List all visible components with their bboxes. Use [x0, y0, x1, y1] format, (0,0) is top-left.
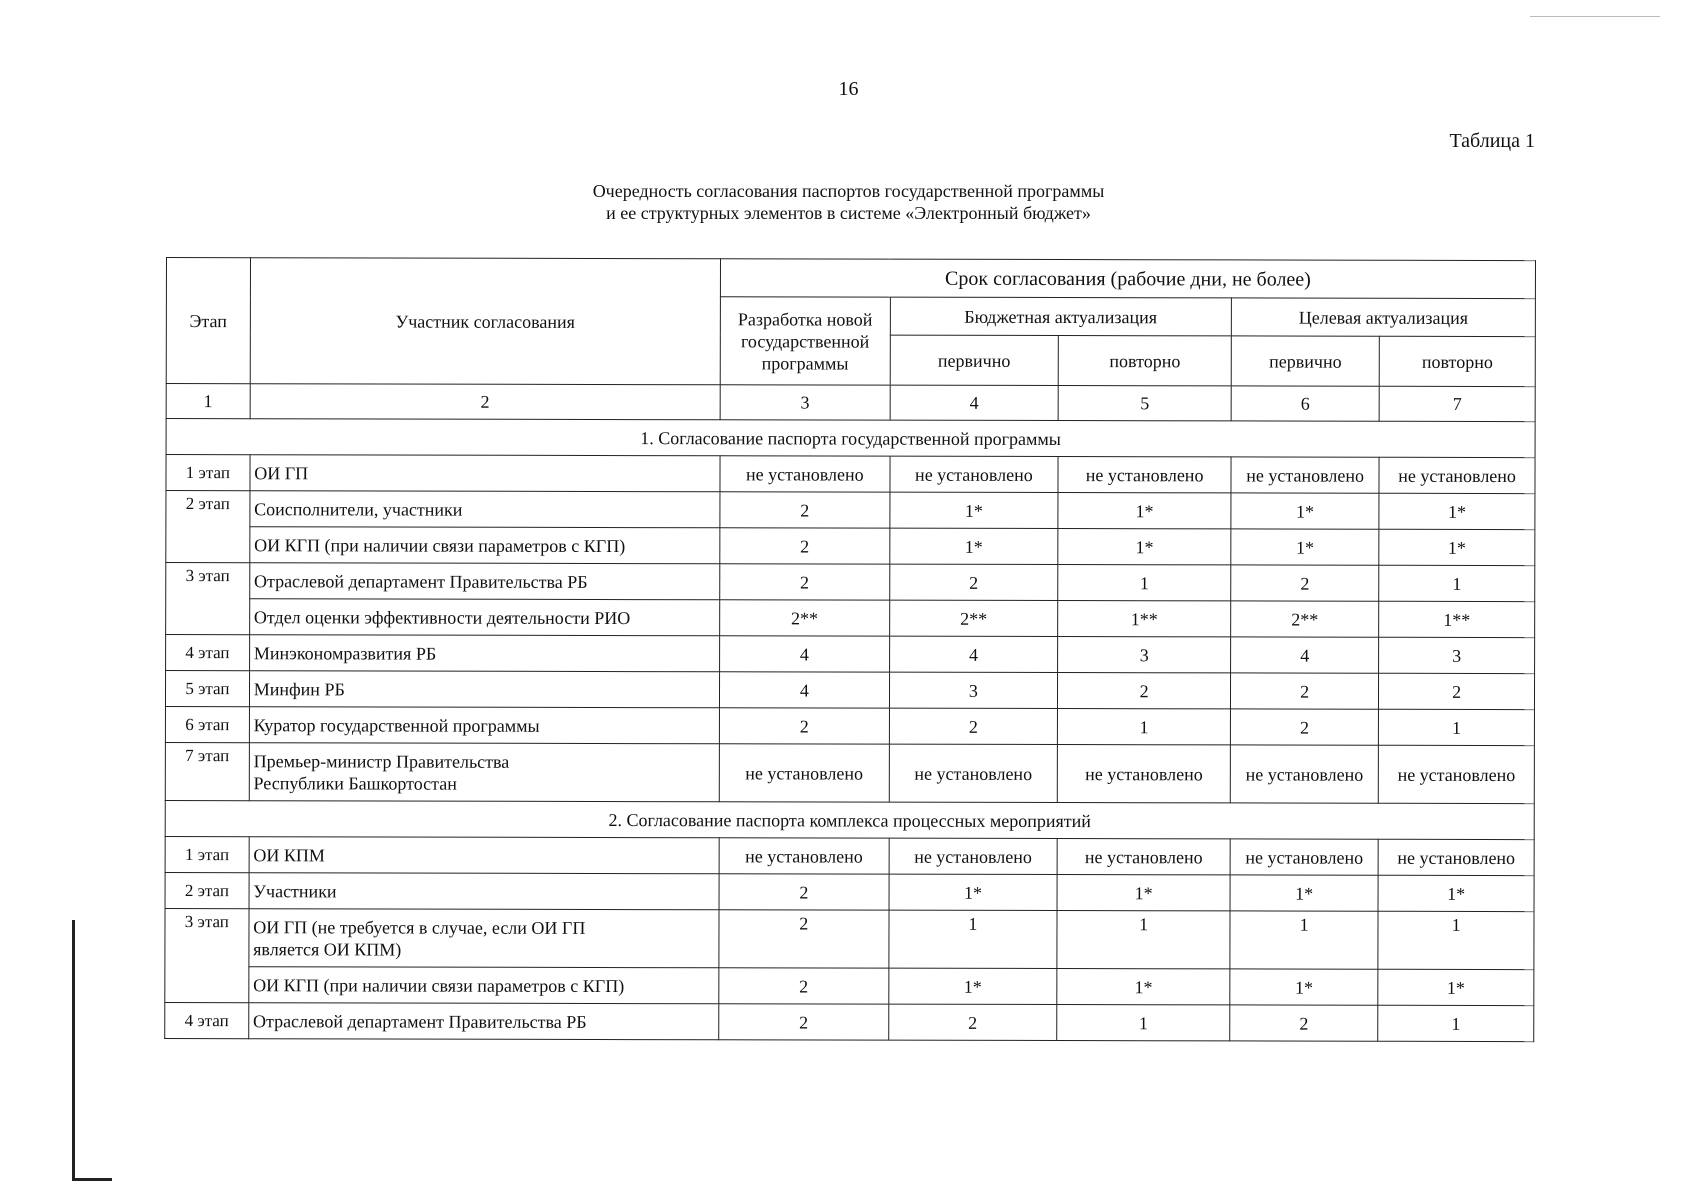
participant-line: ОИ ГП (не требуется в случае, если ОИ ГП: [253, 916, 586, 938]
title-line-2: и ее структурных элементов в системе «Электронный бюджет»: [606, 203, 1091, 223]
stage-cell: 3 этап: [165, 908, 249, 1002]
section-header-row: [165, 800, 1534, 839]
value-cell: 1: [1378, 911, 1534, 969]
participant-cell: Отраслевой департамент Правительства РБ: [248, 1003, 718, 1040]
header-target-update: Целевая актуализация: [1231, 298, 1535, 337]
table-row: [165, 872, 1534, 911]
stage-cell: 7 этап: [165, 742, 249, 800]
value-cell: 2: [889, 564, 1058, 600]
participant-cell: Отраслевой департамент Правительства РБ: [249, 563, 719, 600]
value-cell: не установлено: [1378, 839, 1534, 875]
value-cell: не установлено: [1057, 839, 1230, 875]
value-cell: 2**: [720, 600, 890, 636]
value-cell: 2: [720, 528, 890, 564]
column-numbers-row: [166, 384, 1535, 422]
stage-cell: 1 этап: [165, 836, 249, 872]
value-cell: 4: [719, 672, 889, 708]
stage-cell: 5 этап: [165, 671, 249, 707]
value-cell: 1*: [1057, 875, 1230, 911]
stage-cell: 6 этап: [165, 707, 249, 743]
value-cell: 1*: [888, 968, 1057, 1004]
value-cell: не установлено: [1058, 457, 1231, 493]
value-cell: 3: [1058, 637, 1231, 673]
value-cell: 1**: [1058, 601, 1231, 637]
participant-cell: [249, 743, 719, 802]
column-number: 5: [1058, 386, 1231, 421]
value-cell: 1**: [1379, 601, 1535, 637]
value-cell: 2: [1230, 709, 1378, 745]
value-cell: не установлено: [720, 456, 890, 492]
value-cell: 1: [1379, 709, 1535, 745]
participant-line: Премьер-министр Правительства: [253, 750, 510, 772]
header-budget-primary: первично: [890, 335, 1059, 385]
value-cell: 1*: [1058, 529, 1231, 565]
stage-cell: 4 этап: [166, 635, 250, 671]
stage-cell: 2 этап: [165, 872, 249, 908]
table-row: [165, 707, 1534, 746]
document-title: [0, 180, 1697, 224]
value-cell: 2: [1058, 673, 1231, 709]
scan-corner-line: [72, 920, 75, 1180]
value-cell: 1*: [1379, 493, 1535, 529]
column-number: 1: [166, 384, 250, 419]
value-cell: 2: [720, 492, 890, 528]
section-title: 2. Согласование паспорта комплекса процессных мероприятий: [165, 800, 1534, 839]
column-number: 4: [890, 385, 1059, 420]
participant-line: Республики Башкортостан: [253, 772, 457, 794]
value-cell: 1: [1057, 1005, 1230, 1041]
value-cell: 1: [1057, 911, 1230, 969]
value-cell: 1*: [1230, 969, 1378, 1005]
value-cell: не установлено: [889, 838, 1058, 874]
stage-cell: 4 этап: [165, 1002, 249, 1038]
scan-artifact-line: [1530, 16, 1660, 17]
table-row: [166, 635, 1535, 674]
value-cell: 1*: [1379, 529, 1535, 565]
section-title: 1. Согласование паспорта государственной программы: [166, 419, 1535, 458]
participant-cell: ОИ КГП (при наличии связи параметров с КГП): [249, 967, 719, 1004]
title-line-1: Очередность согласования паспортов государственной программы: [592, 181, 1105, 201]
value-cell: 2**: [1231, 601, 1379, 637]
value-cell: 2: [719, 708, 889, 744]
table-row: [166, 455, 1535, 494]
value-cell: 2: [719, 910, 889, 968]
value-cell: 1*: [1057, 969, 1230, 1005]
participant-cell: Отдел оценки эффективности деятельности РИО: [249, 599, 719, 636]
value-cell: 2: [720, 564, 890, 600]
value-cell: не установлено: [890, 456, 1059, 492]
header-participant: Участник согласования: [250, 258, 721, 385]
value-cell: 1*: [1230, 875, 1378, 911]
value-cell: 1: [1378, 1005, 1534, 1041]
table-row: [165, 742, 1534, 803]
table-row: [166, 563, 1535, 602]
participant-cell: Соисполнители, участники: [250, 491, 720, 528]
value-cell: 2**: [889, 600, 1058, 636]
table-row: [165, 671, 1534, 710]
value-cell: 1*: [1378, 875, 1534, 911]
column-number: 2: [250, 384, 720, 420]
value-cell: 2: [1379, 673, 1535, 709]
value-cell: не установлено: [1057, 745, 1230, 803]
header-stage: Этап: [166, 258, 250, 384]
table-row: [166, 599, 1535, 638]
value-cell: не установлено: [719, 744, 889, 802]
table-label: Таблица 1: [1449, 130, 1535, 152]
value-cell: не установлено: [1230, 745, 1378, 803]
value-cell: 1*: [1231, 529, 1379, 565]
value-cell: 2: [889, 708, 1058, 744]
value-cell: 4: [720, 636, 890, 672]
participant-cell: Куратор государственной программы: [249, 707, 719, 744]
header-budget-repeat: повторно: [1058, 336, 1231, 386]
value-cell: не установлено: [1230, 839, 1378, 875]
value-cell: не установлено: [889, 744, 1058, 802]
participant-cell: Участники: [249, 873, 719, 910]
value-cell: 1*: [889, 874, 1058, 910]
participant-cell: ОИ КПМ: [249, 837, 719, 874]
participant-cell: Минэкономразвития РБ: [249, 635, 719, 672]
section-header-row: [166, 419, 1535, 458]
value-cell: 2: [888, 1004, 1057, 1040]
header-target-repeat: повторно: [1379, 336, 1535, 386]
stage-cell: 1 этап: [166, 455, 250, 491]
participant-cell: ОИ КГП (при наличии связи параметров с КГП): [250, 527, 720, 564]
value-cell: 2: [1230, 1005, 1378, 1041]
stage-cell: 2 этап: [166, 491, 250, 563]
value-cell: не установлено: [719, 838, 889, 874]
column-number: 6: [1231, 386, 1379, 421]
value-cell: 1: [1230, 911, 1378, 969]
value-cell: 1: [1379, 565, 1535, 601]
value-cell: 2: [1231, 673, 1379, 709]
participant-cell: ОИ ГП: [250, 455, 720, 492]
participant-cell: Минфин РБ: [249, 671, 719, 708]
column-number: 3: [720, 385, 890, 420]
value-cell: 1: [889, 910, 1058, 968]
value-cell: не установлено: [1378, 745, 1534, 803]
value-cell: 3: [889, 672, 1058, 708]
value-cell: 2: [719, 874, 889, 910]
value-cell: 2: [1231, 565, 1379, 601]
header-budget-update: Бюджетная актуализация: [890, 297, 1232, 336]
header-new-program: Разработка новой государственной программы: [720, 297, 890, 385]
value-cell: 1*: [1058, 493, 1231, 529]
stage-cell: 3 этап: [166, 563, 250, 635]
participant-line: является ОИ КПМ): [253, 938, 402, 960]
value-cell: 4: [889, 636, 1058, 672]
approval-sequence-table: [164, 257, 1536, 1042]
table-row: [166, 527, 1535, 566]
value-cell: не установлено: [1231, 457, 1379, 493]
scan-corner-line: [72, 1178, 112, 1181]
table-row: [165, 1002, 1534, 1041]
value-cell: 1: [1058, 565, 1231, 601]
value-cell: 2: [719, 1004, 889, 1040]
table-row: [165, 966, 1534, 1005]
page-number: 16: [838, 78, 859, 100]
value-cell: 1*: [890, 492, 1059, 528]
value-cell: 1*: [1231, 493, 1379, 529]
value-cell: 3: [1379, 637, 1535, 673]
table-row: [166, 491, 1535, 530]
value-cell: 1*: [889, 528, 1058, 564]
table-row: [165, 908, 1534, 969]
value-cell: 1*: [1378, 969, 1534, 1005]
value-cell: 4: [1231, 637, 1379, 673]
table-row: [165, 836, 1534, 875]
header-target-primary: первично: [1231, 336, 1379, 386]
header-deadline: Срок согласования (рабочие дни, не более): [720, 259, 1535, 299]
value-cell: 2: [719, 968, 889, 1004]
column-number: 7: [1379, 386, 1535, 421]
participant-cell: [249, 909, 719, 968]
value-cell: 1: [1058, 709, 1231, 745]
value-cell: не установлено: [1379, 457, 1535, 493]
